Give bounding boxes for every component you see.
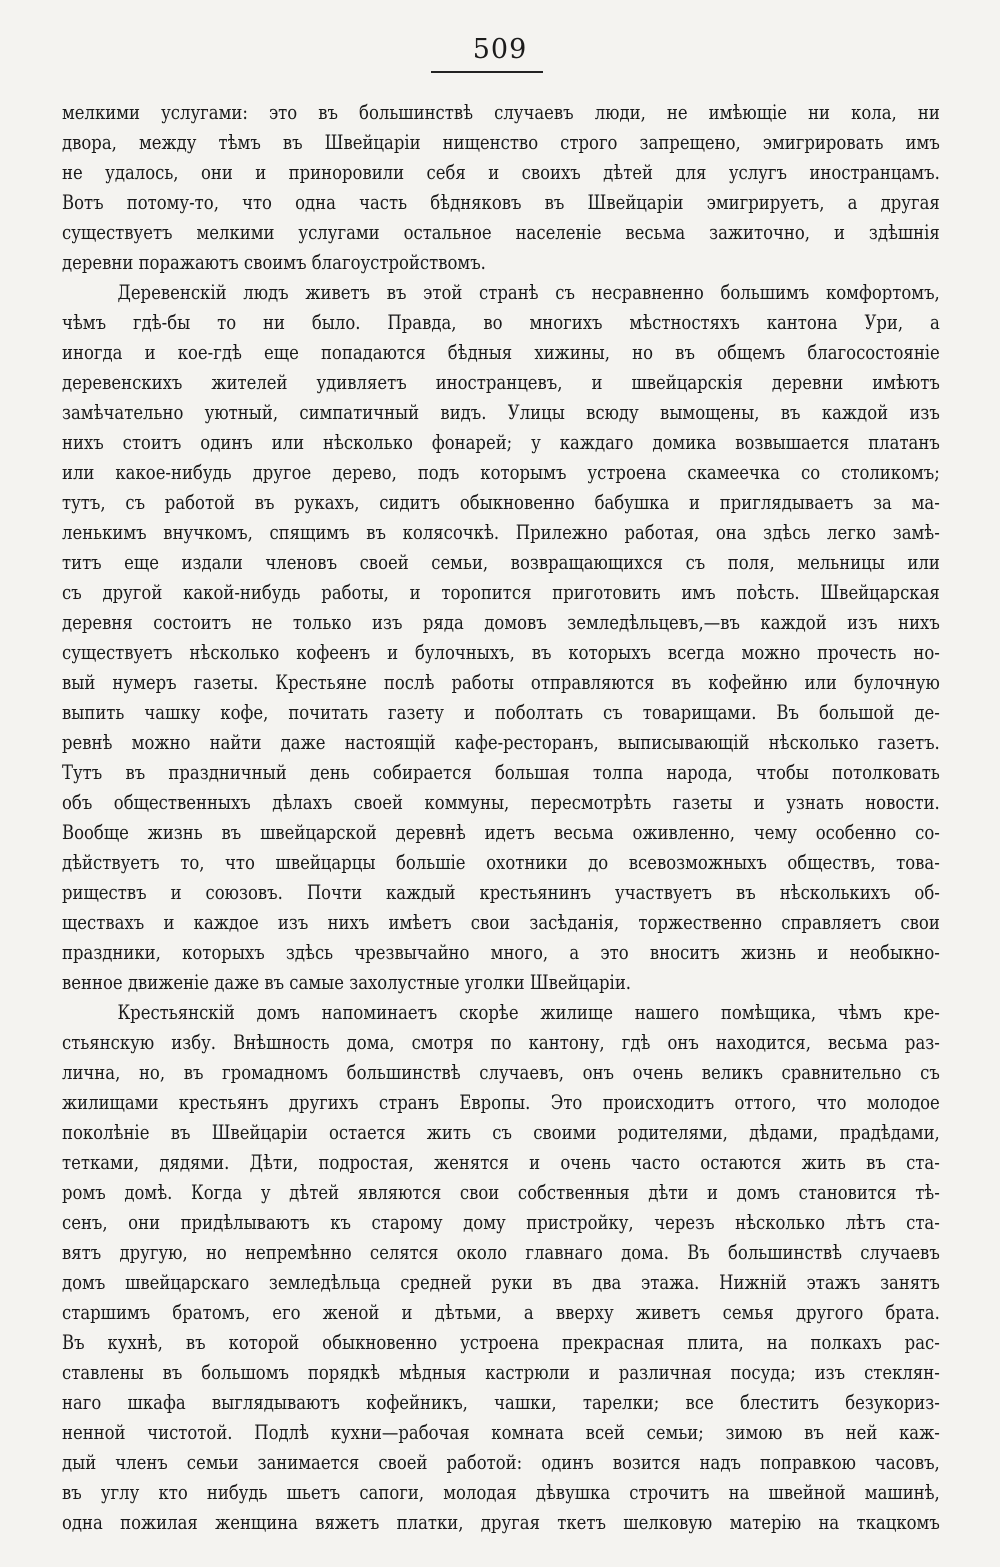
text-line: праздники, которыхъ здѣсь чрезвычайно много, а это вноситъ жизнь и необыкно-	[62, 941, 940, 964]
text-line: ленькимъ внучкомъ, спящимъ въ колясочкѣ. Прилежно работая, она здѣсь легко замѣ-	[62, 521, 940, 544]
text-line: тутъ, съ работой въ рукахъ, сидитъ обыкновенно бабушка и приглядываетъ за ма-	[62, 491, 940, 514]
text-line: не удалось, они и приноровили себя и своихъ дѣтей для услугъ иностранцамъ.	[62, 161, 940, 184]
text-line: ществахъ и каждое изъ нихъ имѣетъ свои засѣданія, торжественно справляетъ свои	[62, 911, 940, 934]
text-line: вятъ другую, но непремѣнно селятся около главнаго дома. Въ большинствѣ случаевъ	[62, 1241, 940, 1264]
text-line: существуетъ мелкими услугами остальное населеніе весьма зажиточно, и здѣшнія	[62, 221, 940, 244]
text-line: Въ кухнѣ, въ которой обыкновенно устроена прекрасная плита, на полкахъ рас-	[62, 1331, 940, 1354]
text-line: или какое-нибудь другое дерево, подъ которымъ устроена скамеечка со столикомъ;	[62, 461, 940, 484]
text-line: ревнѣ можно найти даже настоящій кафе-ресторанъ, выписывающій нѣсколько газетъ.	[62, 731, 940, 754]
text-line: деревни поражаютъ своимъ благоустройствомъ.	[62, 251, 486, 274]
text-line: тетками, дядями. Дѣти, подростая, женятся и очень часто остаются жить въ ста-	[62, 1151, 940, 1174]
text-line: сенъ, они придѣлываютъ къ старому дому пристройку, черезъ нѣсколько лѣтъ ста-	[62, 1211, 940, 1234]
text-line: вый нумеръ газеты. Крестьяне послѣ работы отправляются въ кофейню или булочную	[62, 671, 940, 694]
text-line: домъ швейцарскаго земледѣльца средней руки въ два этажа. Нижній этажъ занятъ	[62, 1271, 940, 1294]
text-line: Крестьянскій домъ напоминаетъ скорѣе жилище нашего помѣщика, чѣмъ кре-	[117, 1001, 940, 1024]
header-rule	[431, 71, 543, 73]
text-line: Вотъ потому-то, что одна часть бѣдняковъ въ Швейцаріи эмигрируетъ, а другая	[62, 191, 940, 214]
text-line: наго шкафа выглядываютъ кофейникъ, чашки, тарелки; все блеститъ безукориз-	[62, 1391, 940, 1414]
text-line: венное движеніе даже въ самые захолустные уголки Швейцаріи.	[62, 971, 632, 994]
text-line: выпить чашку кофе, почитать газету и поболтать съ товарищами. Въ большой де-	[62, 701, 940, 724]
text-line: Деревенскій людъ живетъ въ этой странѣ съ несравненно большимъ комфортомъ,	[117, 281, 940, 304]
text-line: нихъ стоитъ одинъ или нѣсколько фонарей; у каждаго домика возвышается платанъ	[62, 431, 940, 454]
text-line: Вообще жизнь въ швейцарской деревнѣ идетъ весьма оживленно, чему особенно со-	[62, 821, 940, 844]
text-line: титъ еще издали членовъ своей семьи, возвращающихся съ поля, мельницы или	[62, 551, 940, 574]
text-line: двора, между тѣмъ въ Швейцаріи нищенство строго запрещено, эмигрировать имъ	[62, 131, 940, 154]
text-line: старшимъ братомъ, его женой и дѣтьми, а вверху живетъ семья другого брата.	[62, 1301, 940, 1324]
page-number: 509	[472, 34, 528, 65]
text-line: жилищами крестьянъ другихъ странъ Европы. Это происходитъ оттого, что молодое	[62, 1091, 940, 1114]
text-line: лична, но, въ громадномъ большинствѣ случаевъ, онъ очень великъ сравнительно съ	[62, 1061, 940, 1084]
text-line: съ другой какой-нибудь работы, и торопится приготовить имъ поѣсть. Швейцарская	[62, 581, 940, 604]
text-line: поколѣніе въ Швейцаріи остается жить съ своими родителями, дѣдами, прадѣдами,	[62, 1121, 940, 1144]
text-line: деревня состоитъ не только изъ ряда домовъ земледѣльцевъ,—въ каждой изъ нихъ	[62, 611, 940, 634]
text-line: иногда и кое-гдѣ еще попадаются бѣдныя хижины, но въ общемъ благосостояніе	[62, 341, 940, 364]
text-line: ставлены въ большомъ порядкѣ мѣдныя кастрюли и различная посуда; изъ стеклян-	[62, 1361, 940, 1384]
body-text	[62, 98, 940, 1538]
text-line: риществъ и союзовъ. Почти каждый крестьянинъ участвуетъ въ нѣсколькихъ об-	[62, 881, 940, 904]
text-line: ненной чистотой. Подлѣ кухни—рабочая комната всей семьи; зимою въ ней каж-	[62, 1421, 940, 1444]
text-line: Тутъ въ праздничный день собирается большая толпа народа, чтобы потолковать	[62, 761, 940, 784]
text-line: дѣйствуетъ то, что швейцарцы большіе охотники до всевозможныхъ обществъ, това-	[62, 851, 940, 874]
text-line: мелкими услугами: это въ большинствѣ случаевъ люди, не имѣющіе ни кола, ни	[62, 101, 940, 124]
text-line: въ углу кто нибудь шьетъ сапоги, молодая дѣвушка строчитъ на швейной машинѣ,	[62, 1481, 940, 1504]
text-line: чѣмъ гдѣ-бы то ни было. Правда, во многихъ мѣстностяхъ кантона Ури, а	[62, 311, 940, 334]
text-line: существуетъ нѣсколько кофеенъ и булочныхъ, въ которыхъ всегда можно прочесть но-	[62, 641, 940, 664]
text-line: замѣчательно уютный, симпатичный видъ. Улицы всюду вымощены, въ каждой изъ	[62, 401, 940, 424]
text-line: деревенскихъ жителей удивляетъ иностранцевъ, и швейцарскія деревни имѣютъ	[62, 371, 940, 394]
text-line: объ общественныхъ дѣлахъ своей коммуны, пересмотрѣть газеты и узнать новости.	[62, 791, 940, 814]
text-line: одна пожилая женщина вяжетъ платки, другая ткетъ шелковую матерію на ткацкомъ	[62, 1511, 940, 1534]
text-line: стьянскую избу. Внѣшность дома, смотря по кантону, гдѣ онъ находится, весьма раз-	[62, 1031, 940, 1054]
text-line: ромъ домѣ. Когда у дѣтей являются свои собственныя дѣти и домъ становится тѣ-	[62, 1181, 940, 1204]
text-line: дый членъ семьи занимается своей работой: одинъ возится надъ поправкою часовъ,	[62, 1451, 940, 1474]
